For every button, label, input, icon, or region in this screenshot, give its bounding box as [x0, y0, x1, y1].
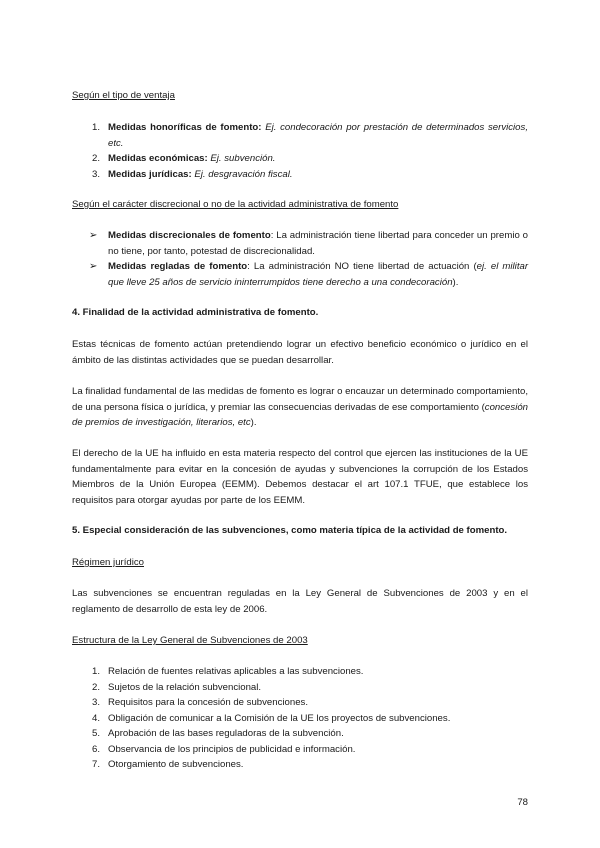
list-item: ➢ Medidas regladas de fomento: La administración NO tiene libertad de actuación (ej. el militar que lleve 25 años de servicio ininterrumpidos tiene derecho a una condecoración). — [89, 261, 529, 288]
list-item-label: Medidas jurídicas — [108, 168, 189, 180]
list-item-number: 2. — [92, 681, 101, 693]
section-5-paragraph-1: Las subvenciones se encuentran reguladas en la Ley General de Subvenciones de 2003 y en el reglamento de desarrollo de esta ley de 2006. — [72, 588, 528, 615]
list-item: 1. Medidas honoríficas de fomento: Ej. condecoración por prestación de determinados servicios, etc. — [92, 122, 528, 149]
list-item-label: Medidas honoríficas de fomento — [108, 122, 259, 133]
list-item — [72, 695, 528, 711]
list-item: 3. Medidas jurídicas: Ej. desgravación fiscal. — [72, 167, 528, 183]
list-item-label: Medidas regladas de fomento — [108, 261, 248, 272]
list-item-label: Medidas discrecionales de fomento — [108, 230, 271, 241]
arrow-bullet-icon: ➢ — [89, 230, 98, 241]
list-item-example: ej. el militar que lleve 25 años de servicio ininterrumpidos tiene derecho a una condecoración — [108, 261, 529, 288]
list-item — [72, 757, 528, 773]
list-item-example: Ej. desgravación fiscal. — [194, 168, 293, 180]
list-caracter-discrecional — [72, 228, 528, 290]
list-item — [72, 664, 528, 680]
list-item-text: Aprobación de las bases reguladoras de la subvención. — [108, 728, 344, 739]
section-4-paragraph-2: La finalidad fundamental de las medidas de fomento es lograr o encauzar un determinado comportamiento, de una persona física o jurídica, y premiar las consecuencias derivadas de ese comportamiento (concesión de premios de investigación, literarios, etc). — [72, 386, 528, 428]
list-item-number: 1. — [92, 666, 101, 677]
list-item — [72, 726, 528, 742]
list-item-number: 2. — [92, 153, 101, 164]
list-item-text: Requisitos para la concesión de subvenciones. — [108, 697, 308, 708]
list-item — [72, 742, 528, 758]
section-5-heading: 5. Especial consideración de las subvenciones, como materia típica de la actividad de fomento. — [72, 525, 508, 536]
section-4-paragraph-3: El derecho de la UE ha influido en esta materia respecto del control que ejercen las instituciones de la UE fundamentalmente para evitar en la concesión de ayudas y subvenciones la corrupción de los Estados Miembros de la Unión Europea (EEMM). Debemos destacar el art 107.1 TFUE, que establece los requisitos para otorgar ayudas por parte de los EEMM. — [72, 448, 528, 506]
list-item-number: 3. — [92, 168, 101, 180]
list-item: 2. Medidas económicas: Ej. subvención. — [72, 151, 528, 167]
list-item-label: Medidas económicas — [108, 153, 205, 164]
list-item-example: Ej. subvención. — [210, 153, 276, 164]
list-item-text: Relación de fuentes relativas aplicables a las subvenciones. — [108, 666, 364, 677]
list-item — [72, 711, 528, 727]
section-4-paragraph-1: Estas técnicas de fomento actúan pretendiendo lograr un efectivo beneficio económico o jurídico en el ámbito de las distintas actividades que se puedan desarrollar. — [72, 339, 528, 366]
list-item-number: 7. — [92, 759, 101, 770]
page-number: 78 — [517, 797, 528, 808]
heading-caracter-discrecional: Según el carácter discrecional o no de la actividad administrativa de fomento — [72, 199, 399, 210]
list-item-example: Ej. condecoración por prestación de determinados servicios, etc. — [108, 122, 528, 149]
list-estructura-ley — [72, 664, 528, 773]
list-item-number: 3. — [92, 697, 101, 708]
arrow-bullet-icon: ➢ — [89, 261, 98, 272]
list-item — [72, 680, 528, 696]
list-item-number: 6. — [92, 743, 101, 755]
heading-estructura-ley: Estructura de la Ley General de Subvenciones de 2003 — [72, 635, 308, 646]
section-4-heading: 4. Finalidad de la actividad administrativa de fomento. — [72, 307, 319, 318]
heading-tipo-ventaja: Según el tipo de ventaja — [72, 90, 175, 101]
list-item-number: 4. — [92, 712, 101, 724]
list-item-text: Sujetos de la relación subvencional. — [108, 681, 262, 693]
list-item: ➢ Medidas discrecionales de fomento: La administración tiene libertad para conceder un premio o no tiene, por tanto, potestad de discrecionalidad. — [89, 230, 529, 257]
heading-regimen-juridico: Régimen jurídico — [72, 557, 144, 568]
list-item-text: Otorgamiento de subvenciones. — [108, 759, 244, 770]
list-item-text: Obligación de comunicar a la Comisión de la UE los proyectos de subvenciones. — [108, 712, 451, 724]
list-item-text: Observancia de los principios de publicidad e información. — [108, 743, 356, 755]
list-item-number: 5. — [92, 728, 101, 739]
list-item-number: 1. — [92, 122, 101, 133]
list-tipo-ventaja — [72, 120, 528, 182]
